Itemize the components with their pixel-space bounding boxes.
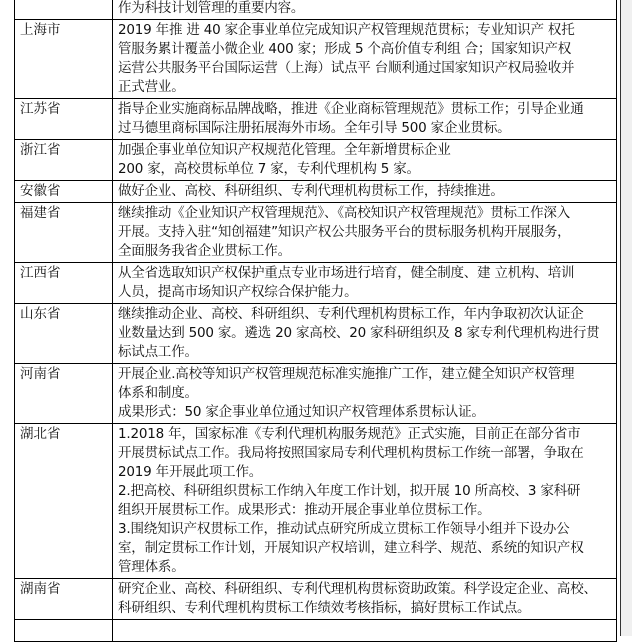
- content-cell: 2019 年推 进 40 家企事业单位完成知识产权管理规范贯标；专业知识产 权托 管服务累计覆盖小微企业 400 家；形成 5 个高价值专利组 合；国家知识产权 运营公共服务平台国际运营（上海）试点平 台顺利通过国家知识产权局验收并 正式营业。: [113, 20, 617, 99]
- table-row: [15, 424, 617, 579]
- province-table: [14, 0, 617, 642]
- page-edge: [621, 0, 632, 636]
- content-cell: 指导企业实施商标品牌战略，推进《企业商标管理规范》贯标工作；引导企业通 过马德里商标国际注册拓展海外市场。全年引导 500 家企业贯标。: [113, 99, 617, 140]
- table-row: [15, 99, 617, 140]
- content-cell: 做好企业、高校、科研组织、专利代理机构贯标工作，持续推进。: [113, 181, 617, 203]
- content-cell: 继续推动企业、高校、科研组织、专利代理机构贯标工作，年内争取初次认证企 业数量达到 500 家。遴选 20 家高校、20 家科研组织及 8 家专利代理机构进行贯 标试点工作。: [113, 304, 617, 364]
- province-cell: 安徽省: [15, 181, 113, 203]
- province-cell: 河南省: [15, 364, 113, 424]
- content-cell: 继续推动《企业知识产权管理规范》、《高校知识产权管理规范》贯标工作深入 开展。支持入驻“知创福建”知识产权公共服务平台的贯标服务机构开展服务， 全面服务我省企业贯标工作。: [113, 203, 617, 263]
- table-row: [15, 364, 617, 424]
- province-cell: 湖南省: [15, 579, 113, 620]
- table-row: [15, 304, 617, 364]
- province-cell: [15, 620, 113, 642]
- content-cell: 作为科技计划管理的重要内容。: [113, 0, 617, 20]
- content-cell: 研究企业、高校、科研组织、专利代理机构贯标资助政策。科学设定企业、高校、 科研组织、专利代理机构贯标工作绩效考核指标，搞好贯标工作试点。: [113, 579, 617, 620]
- table-row: [15, 20, 617, 99]
- province-cell: 山东省: [15, 304, 113, 364]
- province-cell: 江西省: [15, 263, 113, 304]
- table-row: [15, 203, 617, 263]
- content-cell: 从全省选取知识产权保护重点专业市场进行培育，健全制度、建 立机构、培训 人员，提高市场知识产权综合保护能力。: [113, 263, 617, 304]
- table-row: [15, 620, 617, 642]
- province-cell: 江苏省: [15, 99, 113, 140]
- content-cell: 加强企事业单位知识产权规范化管理。全年新增贯标企业 200 家，高校贯标单位 7 家，专利代理机构 5 家。: [113, 140, 617, 181]
- content-cell: [113, 620, 617, 642]
- province-cell: [15, 0, 113, 20]
- table-row: [15, 140, 617, 181]
- table-row: [15, 263, 617, 304]
- province-cell: 湖北省: [15, 424, 113, 579]
- province-cell: 浙江省: [15, 140, 113, 181]
- content-cell: 开展企业.高校等知识产权管理规范标准实施推广工作，建立健全知识产权管理 体系和制度。 成果形式：50 家企事业单位通过知识产权管理体系贯标认证。: [113, 364, 617, 424]
- content-cell: 1.2018 年，国家标准《专利代理机构服务规范》正式实施，目前正在部分省市 开展贯标试点工作。我局将按照国家局专利代理机构贯标工作统一部署，争取在 2019 年开展此项工作。 2.把高校、科研组织贯标工作纳入年度工作计划，拟开展 10 所高校、3 家科研 组织开展贯标工作。成果形式：推动开展企事业单位贯标工作。 3.围绕知识产权贯标工作，推动试点研究所成立贯标工作领导小组并下设办公 室，制定贯标工作计划，开展知识产权培训，建立科学、规范、系统的知识产权 管理体系。: [113, 424, 617, 579]
- province-cell: 上海市: [15, 20, 113, 99]
- table-row: [15, 181, 617, 203]
- province-cell: 福建省: [15, 203, 113, 263]
- table-row: [15, 0, 617, 20]
- table-row: [15, 579, 617, 620]
